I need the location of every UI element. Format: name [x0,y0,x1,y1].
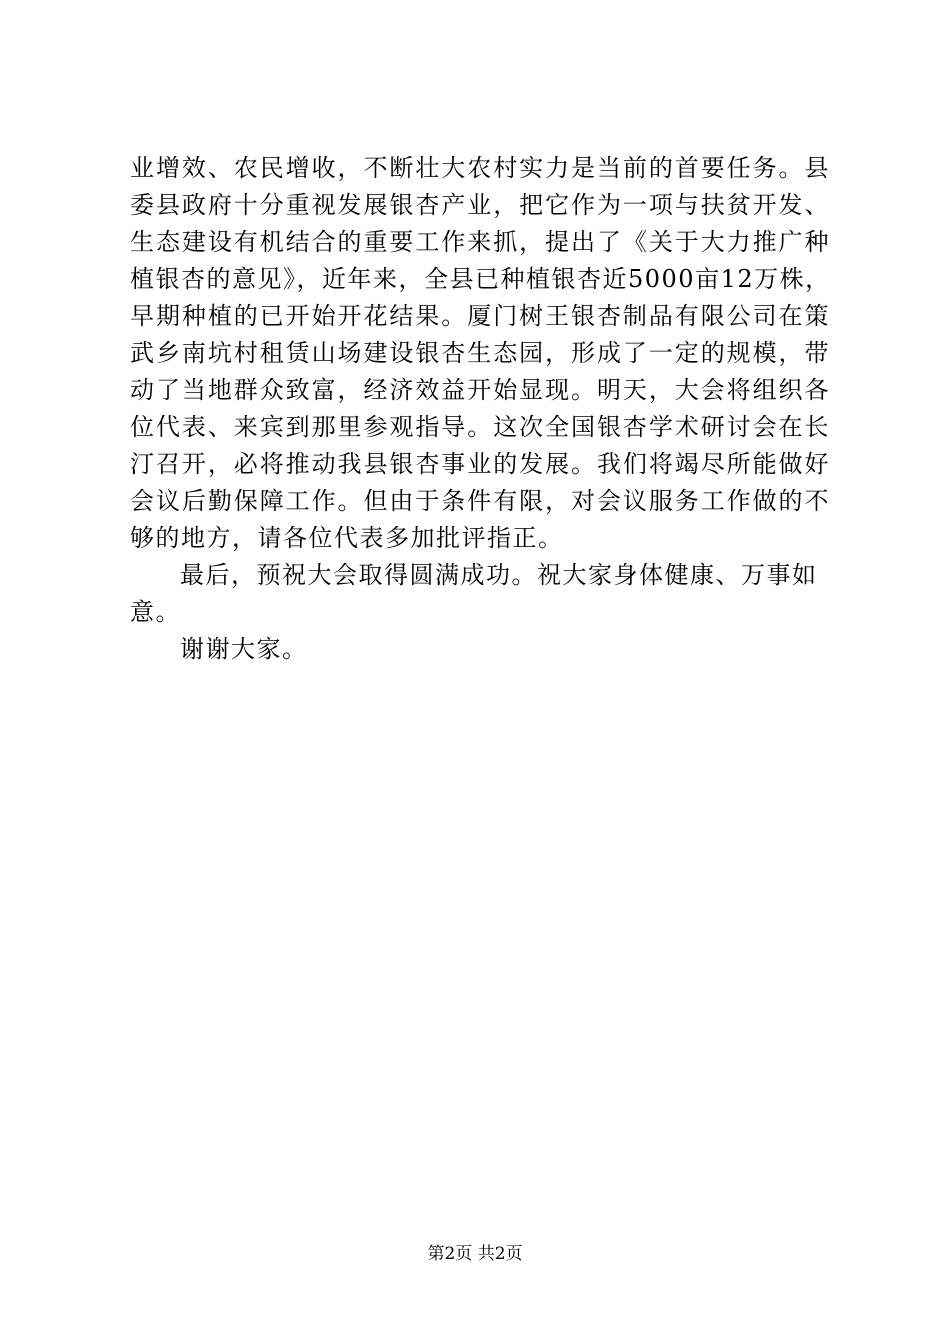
page-footer [0,1242,950,1266]
text-line: 植银杏的意见》，近年来，全县已种植银杏近5000亩12万株， [130,265,831,293]
page-number: 第2页 共2页 [427,1244,523,1264]
document-body [130,150,830,668]
text-line: 早期种植的已开始开花结果。厦门树王银杏制品有限公司在策 [130,302,830,330]
text-line: 会议后勤保障工作。但由于条件有限，对会议服务工作做的不 [130,487,830,515]
text-line: 汀召开，必将推动我县银杏事业的发展。我们将竭尽所能做好 [130,450,830,478]
text-line: 委县政府十分重视发展银杏产业，把它作为一项与扶贫开发、 [130,191,830,219]
closing-line: 谢谢大家。 [180,635,308,663]
text-line: 位代表、来宾到那里参观指导。这次全国银杏学术研讨会在长 [130,413,830,441]
text-line: 动了当地群众致富，经济效益开始显现。明天，大会将组织各 [130,376,830,404]
text-line: 够的地方，请各位代表多加批评指正。 [130,524,564,552]
text-line: 武乡南坑村租赁山场建设银杏生态园，形成了一定的规模，带 [130,339,830,367]
text-line: 业增效、农民增收，不断壮大农村实力是当前的首要任务。县 [130,154,830,182]
text-line: 最后，预祝大会取得圆满成功。祝大家身体健康、万事如 [180,561,818,589]
text-line: 意。 [130,598,181,626]
text-line: 生态建设有机结合的重要工作来抓，提出了《关于大力推广种 [130,228,830,256]
